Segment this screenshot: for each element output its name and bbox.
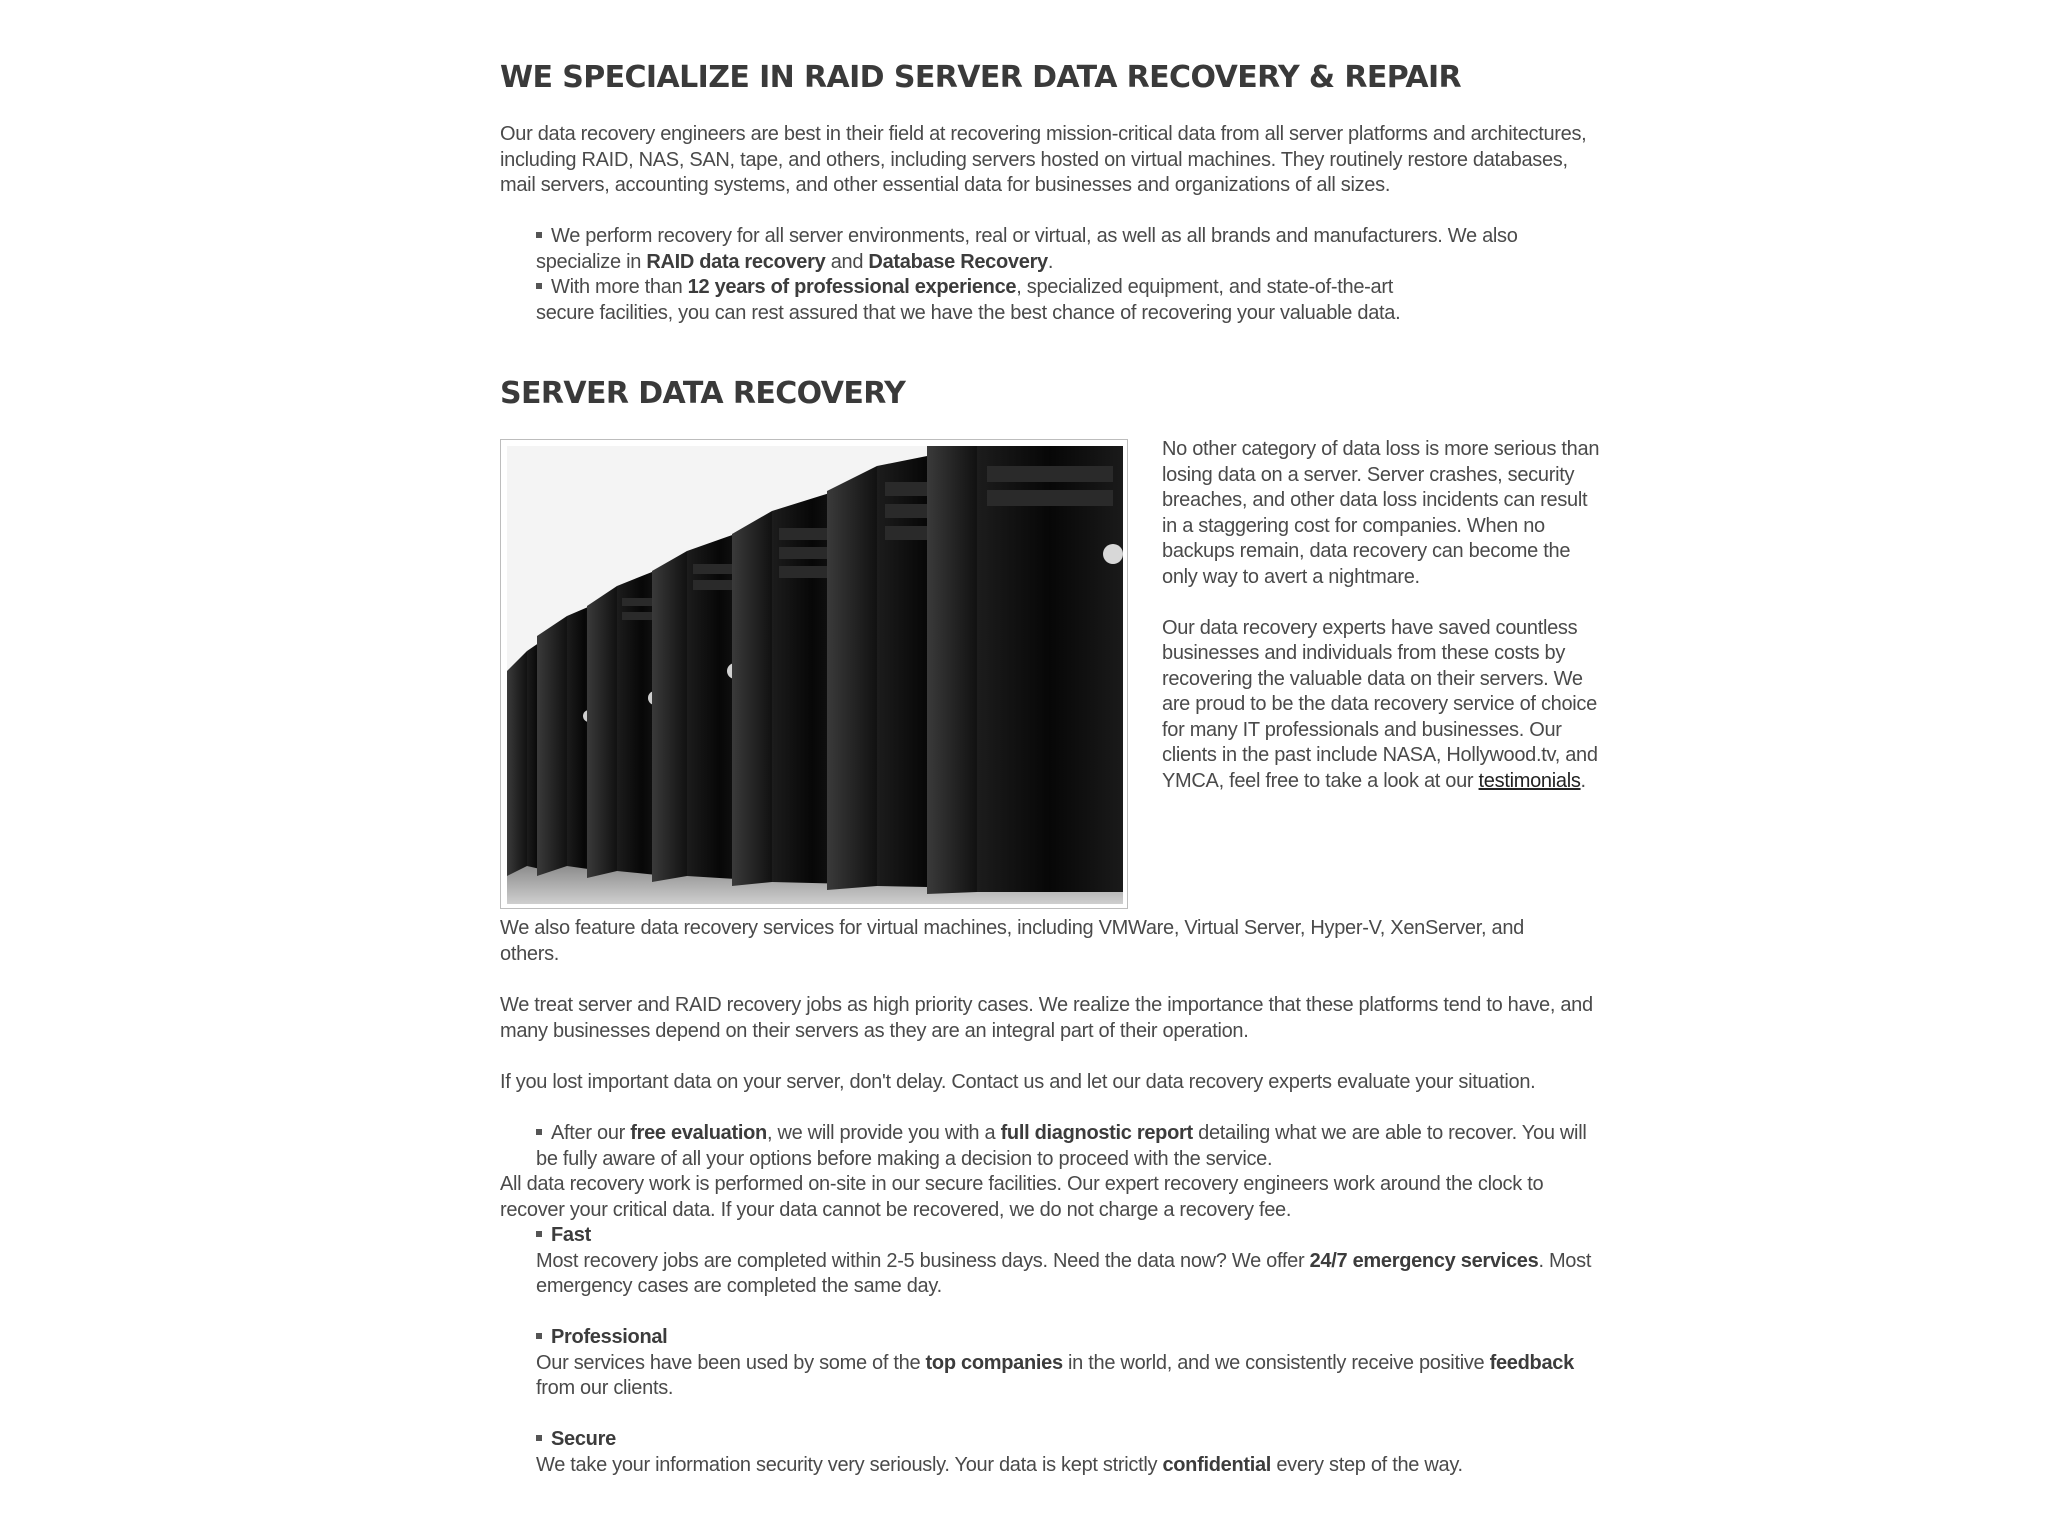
list-item: We perform recovery for all server environments, real or virtual, as well as all brands and manufacturers. We also specialize in RAID data recovery and Database Recovery. bbox=[536, 225, 1518, 273]
server-towers-illustration bbox=[507, 446, 1123, 904]
lost-data-paragraph: If you lost important data on your server, don't delay. Contact us and let our data recovery experts evaluate your situation. bbox=[500, 1071, 1536, 1093]
experts-paragraph: Our data recovery experts have saved countless businesses and individuals from these costs by recovering the valuable data on their servers. We are proud to be the data recovery service of choice for many IT professionals and businesses. Our clients in the past include NASA, Hollywood.tv, and YMCA, feel free to take a look at our testimonials. bbox=[1162, 616, 1598, 792]
bullet-square-icon bbox=[536, 1435, 542, 1441]
virtual-machines-paragraph: We also feature data recovery services for virtual machines, including VMWare, Virtual Server, Hyper-V, XenServer, and others. bbox=[500, 917, 1524, 965]
server-loss-paragraph: No other category of data loss is more serious than losing data on a server. Server crashes, security breaches, and other data loss incidents can result in a staggering cost for companies. When no backups remain, data recovery can become the only way to avert a nightmare. bbox=[1162, 438, 1600, 588]
server-side-text bbox=[1162, 437, 1602, 794]
feature-title-professional: Professional bbox=[551, 1326, 668, 1348]
list-item: With more than 12 years of professional experience, specialized equipment, and state-of-the-art secure facilities, you can rest assured that we have the best chance of recovering your valuable data. bbox=[536, 276, 1401, 324]
features-bullet-list bbox=[536, 1223, 1600, 1478]
priority-paragraph: We treat server and RAID recovery jobs as high priority cases. We realize the importance that these platforms tend to have, and many businesses depend on their servers as they are an integral part of their operation. bbox=[500, 994, 1593, 1042]
feature-title-secure: Secure bbox=[551, 1428, 616, 1450]
section-heading-raid: WE SPECIALIZE IN RAID SERVER DATA RECOVERY & REPAIR bbox=[500, 60, 1462, 95]
bullet-square-icon bbox=[536, 1129, 542, 1135]
bullet-square-icon bbox=[536, 232, 542, 238]
list-item: Secure We take your information security very seriously. Your data is kept strictly confidential every step of the way. bbox=[536, 1428, 1463, 1476]
bullet-square-icon bbox=[536, 283, 542, 289]
list-item: After our free evaluation, we will provide you with a full diagnostic report detailing what we are able to recover. You will be fully aware of all your options before making a decision to proceed with the service. bbox=[536, 1122, 1587, 1170]
list-item: Fast Most recovery jobs are completed within 2-5 business days. Need the data now? We offer 24/7 emergency services. Most emergency cases are completed the same day. bbox=[536, 1224, 1592, 1297]
bullet-square-icon bbox=[536, 1333, 542, 1339]
onsite-paragraph: All data recovery work is performed on-site in our secure facilities. Our expert recovery engineers work around the clock to recover your critical data. If your data cannot be recovered, we do not charge a recovery fee. bbox=[500, 1173, 1544, 1221]
server-towers-image bbox=[500, 439, 1128, 909]
feature-title-fast: Fast bbox=[551, 1224, 591, 1246]
list-item: Professional Our services have been used by some of the top companies in the world, and we consistently receive positive feedback from our clients. bbox=[536, 1326, 1574, 1399]
intro-paragraph: Our data recovery engineers are best in their field at recovering mission-critical data from all server platforms and architectures, including RAID, NAS, SAN, tape, and others, including servers hosted on virtual machines. They routinely restore databases, mail servers, accounting systems, and other essential data for businesses and organizations of all sizes. bbox=[500, 123, 1587, 196]
evaluation-bullet-list bbox=[536, 1121, 1600, 1172]
raid-bullet-list bbox=[536, 224, 1600, 326]
section-heading-server: SERVER DATA RECOVERY bbox=[500, 376, 906, 411]
bullet-square-icon bbox=[536, 1231, 542, 1237]
testimonials-link[interactable]: testimonials bbox=[1478, 769, 1581, 792]
